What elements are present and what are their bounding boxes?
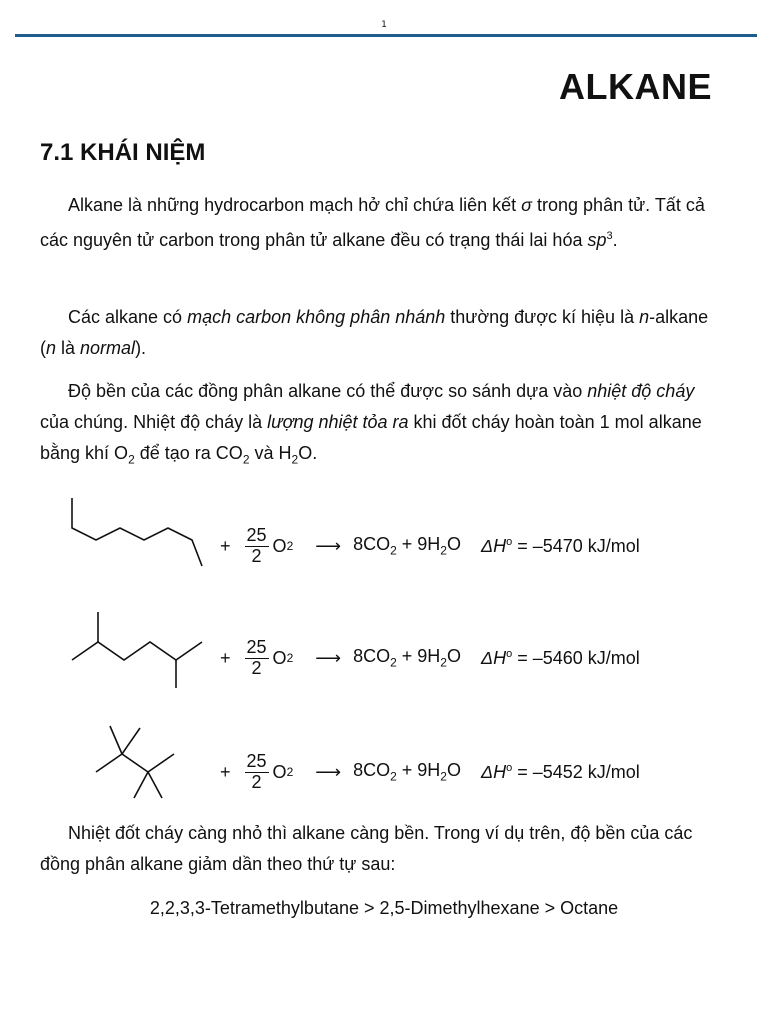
fraction: $\frac{25}{2}$ <box>246 750 267 792</box>
reaction-dimethylhexane <box>60 600 740 710</box>
header-rule <box>15 34 757 37</box>
reaction-tetramethylbutane <box>60 714 740 824</box>
dimethylhexane-structure <box>60 600 220 690</box>
tetramethylbutane-structure <box>60 714 220 804</box>
products: $8CO_2 + 9H_2O$ <box>353 760 461 784</box>
chapter-title: ALKANE <box>559 66 712 107</box>
reaction-arrow: ⟶ <box>315 647 342 668</box>
sigma-symbol: σ <box>521 195 533 215</box>
paragraph-heat-of-combustion: Độ bền của các đồng phân alkane có thể được so sánh dựa vào nhiệt độ cháy của chúng. Nhiệt độ cháy là lượng nhiệt tỏa ra khi đốt cháy hoàn toàn 1 mol alkane bằng khí $O_2$ để tạo ra $CO_2$ và $H_2O$. <box>40 381 702 467</box>
octane-skeleton <box>72 498 202 566</box>
reaction-octane <box>60 488 740 598</box>
section-heading: 7.1 KHÁI NIỆM <box>40 139 206 166</box>
enthalpy: $\Delta H^o = -5452$ kJ/mol <box>481 761 640 782</box>
stability-order: 2,2,3,3-Tetramethylbutane > 2,5-Dimethylhexane > Octane <box>149 898 619 918</box>
paragraph-conclusion: Nhiệt đốt cháy càng nhỏ thì alkane càng bền. Trong ví dụ trên, độ bền của các đồng phân alkane giảm dần theo thứ tự sau: <box>40 823 693 874</box>
reaction-arrow: ⟶ <box>315 535 342 556</box>
page-number: 1 <box>381 20 387 30</box>
enthalpy: $\Delta H^o = -5460$ kJ/mol <box>481 647 640 668</box>
combustion-equation: + $\frac{25}{2}$ O 2 ⟶ $8CO_2 + 9H_2O$ $\Delta H^o = -5470$ kJ/mol <box>220 524 640 566</box>
fraction: $\frac{25}{2}$ <box>246 524 267 566</box>
paragraph-n-alkane: Các alkane có mạch carbon không phân nhánh thường được kí hiệu là n-alkane (n là normal). <box>40 307 709 358</box>
products: $8CO_2 + 9H_2O$ <box>353 646 461 670</box>
paragraph-definition: Alkane là những hydrocarbon mạch hở chỉ chứa liên kết σ trong phân tử. Tất cả các nguyên tử carbon trong phân tử alkane đều có trạng thái lai hóa $sp^3$. <box>40 195 705 250</box>
octane-structure <box>60 488 220 578</box>
combustion-equation: + $\frac{25}{2}$ O 2 ⟶ $8CO_2 + 9H_2O$ $\Delta H^o = -5460$ kJ/mol <box>220 636 640 678</box>
enthalpy: $\Delta H^o = -5470$ kJ/mol <box>481 535 640 556</box>
fraction: $\frac{25}{2}$ <box>246 636 267 678</box>
reaction-arrow: ⟶ <box>315 761 342 782</box>
combustion-equation: + $\frac{25}{2}$ O 2 ⟶ $8CO_2 + 9H_2O$ $\Delta H^o = -5452$ kJ/mol <box>220 750 640 792</box>
products: $8CO_2 + 9H_2O$ <box>353 534 461 558</box>
